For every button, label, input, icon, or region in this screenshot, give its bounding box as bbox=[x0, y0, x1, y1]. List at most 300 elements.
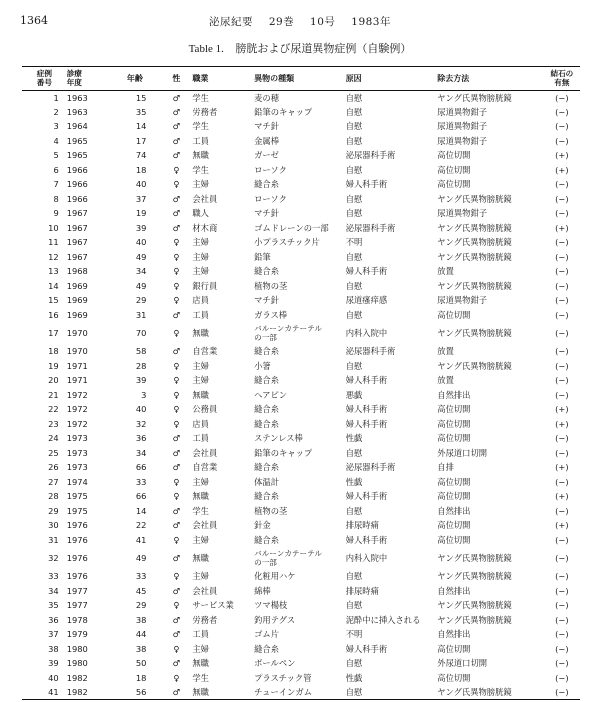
occupation-cell: 学生 bbox=[192, 92, 209, 103]
table-row bbox=[22, 308, 580, 323]
foreign-object-cell: 麦の穂 bbox=[254, 92, 280, 103]
patient-age-cell: 36 bbox=[135, 433, 147, 444]
case-number-cell: 41 bbox=[48, 687, 59, 697]
patient-sex-cell: ♀ bbox=[173, 600, 180, 611]
removal-method-cell: 高位切開 bbox=[437, 491, 471, 502]
case-number-cell: 37 bbox=[48, 629, 59, 640]
cause-cell: 婦人科手術 bbox=[345, 375, 388, 386]
foreign-object-cell: 釣用テグス bbox=[254, 614, 296, 625]
patient-sex-cell: ♀ bbox=[173, 476, 180, 487]
cause-cell: 自慰 bbox=[345, 447, 363, 458]
header-case-no: 症例 番号 bbox=[36, 69, 52, 87]
stone-presence-cell: (−) bbox=[555, 266, 569, 277]
patient-age-cell: 17 bbox=[135, 135, 147, 146]
occupation-cell: 無職 bbox=[192, 389, 209, 400]
removal-method-cell: 高位切開 bbox=[437, 404, 471, 415]
header-occupation: 職業 bbox=[192, 73, 209, 83]
case-year-cell: 1969 bbox=[66, 295, 88, 306]
foreign-object-cell: ツマ楊枝 bbox=[254, 600, 288, 611]
patient-sex-cell: ♂ bbox=[172, 614, 181, 625]
stone-presence-cell: (+) bbox=[555, 462, 569, 473]
case-year-cell: 1963 bbox=[66, 92, 88, 103]
patient-sex-cell: ♂ bbox=[172, 346, 181, 357]
foreign-object-cell: 縫合糸 bbox=[254, 266, 280, 277]
table-row bbox=[22, 598, 580, 613]
patient-age-cell: 33 bbox=[135, 476, 147, 487]
foreign-object-cell: 縫合糸 bbox=[254, 418, 280, 429]
table-row bbox=[22, 235, 580, 250]
stone-presence-cell: (+) bbox=[555, 491, 569, 502]
stone-presence-cell: (−) bbox=[555, 251, 569, 262]
removal-method-cell: ヤング氏異物膀胱鏡 bbox=[437, 280, 512, 291]
cause-cell: 自慰 bbox=[345, 658, 363, 669]
stone-presence-cell: (−) bbox=[555, 643, 569, 654]
occupation-cell: 会社員 bbox=[192, 520, 218, 531]
case-year-cell: 1975 bbox=[66, 505, 88, 516]
stone-presence-cell: (−) bbox=[555, 433, 569, 444]
patient-age-cell: 34 bbox=[135, 266, 147, 277]
occupation-cell: 無職 bbox=[192, 553, 209, 563]
occupation-cell: 主婦 bbox=[192, 251, 209, 262]
table-row bbox=[22, 250, 580, 265]
occupation-cell: 自営業 bbox=[192, 346, 218, 357]
patient-sex-cell: ♀ bbox=[173, 375, 180, 386]
foreign-object-cell: 縫合糸 bbox=[254, 534, 280, 545]
header-year: 診療 年度 bbox=[66, 69, 82, 87]
foreign-object-cell: 小プラスチック片 bbox=[254, 237, 320, 248]
case-year-cell: 1978 bbox=[66, 614, 88, 625]
patient-age-cell: 70 bbox=[135, 328, 147, 338]
case-number-cell: 18 bbox=[48, 346, 59, 357]
stone-presence-cell: (−) bbox=[555, 585, 569, 596]
table-row bbox=[22, 533, 580, 548]
header-age: 年齢 bbox=[126, 73, 143, 83]
removal-method-cell: 外尿道口切開 bbox=[437, 658, 488, 669]
table-row bbox=[22, 627, 580, 642]
case-year-cell: 1972 bbox=[66, 418, 88, 429]
case-number-cell: 38 bbox=[48, 643, 59, 654]
table-row bbox=[22, 417, 580, 432]
foreign-object-cell: 縫合糸 bbox=[254, 462, 280, 473]
stone-presence-cell: (−) bbox=[555, 295, 569, 306]
removal-method-cell: 尿道異物鉗子 bbox=[437, 295, 488, 306]
header-cause: 原因 bbox=[345, 73, 362, 83]
cause-cell: 婦人科手術 bbox=[345, 404, 388, 415]
stone-presence-cell: (+) bbox=[555, 520, 569, 531]
case-year-cell: 1963 bbox=[66, 106, 88, 117]
removal-method-cell: 高位切開 bbox=[437, 534, 471, 545]
cause-cell: 泥酔中に挿入される bbox=[345, 614, 421, 625]
table-row bbox=[22, 518, 580, 533]
patient-age-cell: 39 bbox=[135, 375, 147, 386]
table-caption bbox=[0, 40, 600, 56]
occupation-cell: 銀行員 bbox=[192, 280, 218, 291]
case-year-cell: 1965 bbox=[66, 150, 88, 161]
occupation-cell: 店員 bbox=[192, 418, 209, 429]
removal-method-cell: 自然排出 bbox=[437, 505, 471, 516]
patient-age-cell: 49 bbox=[135, 553, 147, 563]
patient-age-cell: 14 bbox=[135, 505, 147, 516]
stone-presence-cell: (+) bbox=[555, 418, 569, 429]
foreign-object-cell: 植物の茎 bbox=[254, 505, 288, 516]
case-number-cell: 25 bbox=[48, 447, 59, 458]
occupation-cell: 公務員 bbox=[192, 404, 218, 415]
table-row bbox=[22, 163, 580, 178]
case-number-cell: 22 bbox=[48, 404, 59, 415]
foreign-object-cell: 小箸 bbox=[254, 360, 271, 371]
foreign-object-cell: 体温計 bbox=[254, 476, 280, 487]
occupation-cell: 主婦 bbox=[192, 360, 209, 371]
case-number-cell: 4 bbox=[53, 135, 59, 146]
case-number-cell: 8 bbox=[53, 193, 59, 204]
patient-sex-cell: ♂ bbox=[172, 309, 181, 320]
case-year-cell: 1976 bbox=[66, 534, 88, 545]
journal-name: 泌尿紀要 bbox=[208, 16, 253, 28]
removal-method-cell: ヤング氏異物膀胱鏡 bbox=[437, 553, 512, 563]
occupation-cell: 工員 bbox=[192, 309, 209, 320]
occupation-cell: 店員 bbox=[192, 295, 209, 306]
patient-sex-cell: ♂ bbox=[172, 520, 181, 531]
foreign-object-cell: 縫合糸 bbox=[254, 346, 280, 357]
patient-sex-cell: ♀ bbox=[173, 328, 180, 338]
foreign-object-cell: マチ針 bbox=[254, 121, 280, 132]
cause-cell: 自慰 bbox=[345, 106, 363, 117]
table-row bbox=[22, 656, 580, 671]
removal-method-cell: 高位切開 bbox=[437, 476, 471, 487]
cause-cell: 自慰 bbox=[345, 360, 363, 371]
patient-sex-cell: ♂ bbox=[172, 462, 181, 473]
case-number-cell: 28 bbox=[48, 491, 59, 502]
occupation-cell: 工員 bbox=[192, 135, 209, 146]
case-number-cell: 36 bbox=[48, 614, 59, 625]
cause-cell: 内科入院中 bbox=[345, 328, 388, 338]
patient-sex-cell: ♂ bbox=[172, 447, 181, 458]
case-year-cell: 1973 bbox=[66, 447, 88, 458]
removal-method-cell: 高位切開 bbox=[437, 643, 471, 654]
occupation-cell: 主婦 bbox=[192, 375, 209, 386]
occupation-cell: 工員 bbox=[192, 629, 209, 640]
occupation-cell: 会社員 bbox=[192, 447, 218, 458]
removal-method-cell: 高位切開 bbox=[437, 433, 471, 444]
patient-age-cell: 56 bbox=[135, 687, 147, 697]
case-year-cell: 1971 bbox=[66, 375, 88, 386]
removal-method-cell: 尿道異物鉗子 bbox=[437, 121, 488, 132]
table-row bbox=[22, 90, 580, 105]
removal-method-cell: 自然排出 bbox=[437, 629, 471, 640]
case-year-cell: 1982 bbox=[66, 687, 88, 697]
case-number-cell: 30 bbox=[48, 520, 59, 531]
table-row bbox=[22, 642, 580, 657]
foreign-object-cell: プラスチック管 bbox=[254, 672, 312, 683]
case-year-cell: 1970 bbox=[66, 328, 88, 338]
stone-presence-cell: (−) bbox=[555, 360, 569, 371]
foreign-object-cell: ヘアピン bbox=[254, 389, 288, 400]
removal-method-cell: ヤング氏異物膀胱鏡 bbox=[437, 92, 512, 103]
foreign-object-cell: ステンレス棒 bbox=[254, 433, 303, 444]
case-year-cell: 1976 bbox=[66, 553, 88, 563]
stone-presence-cell: (−) bbox=[555, 309, 569, 320]
case-number-cell: 6 bbox=[53, 164, 59, 175]
cause-cell: 自慰 bbox=[345, 164, 363, 175]
table-row bbox=[22, 134, 580, 149]
stone-presence-cell: (−) bbox=[555, 553, 569, 563]
patient-age-cell: 66 bbox=[135, 491, 147, 502]
removal-method-cell: ヤング氏異物膀胱鏡 bbox=[437, 600, 512, 611]
case-year-cell: 1973 bbox=[66, 433, 88, 444]
stone-presence-cell: (−) bbox=[555, 600, 569, 611]
foreign-object-cell: 縫合糸 bbox=[254, 375, 280, 386]
foreign-object-cell: バルーンカテーテル の一部 bbox=[254, 324, 322, 342]
patient-sex-cell: ♀ bbox=[173, 643, 180, 654]
removal-method-cell: 高位切開 bbox=[437, 418, 471, 429]
cause-cell: 自慰 bbox=[345, 135, 363, 146]
cause-cell: 婦人科手術 bbox=[345, 266, 388, 277]
foreign-object-cell: ガラス棒 bbox=[254, 309, 288, 320]
occupation-cell: 主婦 bbox=[192, 571, 209, 582]
case-year-cell: 1977 bbox=[66, 585, 88, 596]
cause-cell: 婦人科手術 bbox=[345, 491, 388, 502]
patient-age-cell: 49 bbox=[135, 251, 147, 262]
table-row bbox=[22, 547, 580, 569]
patient-age-cell: 44 bbox=[135, 629, 147, 640]
case-year-cell: 1976 bbox=[66, 571, 88, 582]
foreign-object-cell: 植物の茎 bbox=[254, 280, 288, 291]
patient-age-cell: 32 bbox=[135, 418, 147, 429]
patient-sex-cell: ♂ bbox=[172, 150, 181, 161]
occupation-cell: 工員 bbox=[192, 433, 209, 444]
patient-age-cell: 28 bbox=[135, 360, 147, 371]
patient-sex-cell: ♂ bbox=[172, 222, 181, 233]
case-number-cell: 20 bbox=[48, 375, 59, 386]
table-row bbox=[22, 402, 580, 417]
case-year-cell: 1967 bbox=[66, 208, 88, 219]
foreign-object-cell: 縫合糸 bbox=[254, 491, 280, 502]
removal-method-cell: ヤング氏異物膀胱鏡 bbox=[437, 328, 512, 338]
table-header-row bbox=[22, 67, 580, 91]
foreign-object-cell: 鉛筆のキャップ bbox=[254, 447, 313, 458]
patient-age-cell: 40 bbox=[135, 404, 147, 415]
cause-cell: 排尿時痛 bbox=[345, 585, 379, 596]
cause-cell: 泌尿器科手術 bbox=[345, 222, 396, 233]
removal-method-cell: 尿道異物鉗子 bbox=[437, 106, 488, 117]
header-stone: 結石の 有無 bbox=[550, 69, 574, 87]
patient-sex-cell: ♂ bbox=[172, 193, 181, 204]
cause-cell: 排尿時痛 bbox=[345, 520, 379, 531]
stone-presence-cell: (−) bbox=[555, 193, 569, 204]
patient-sex-cell: ♂ bbox=[172, 121, 181, 132]
patient-age-cell: 29 bbox=[135, 600, 147, 611]
cause-cell: 自慰 bbox=[345, 193, 363, 204]
foreign-object-cell: 金属棒 bbox=[254, 135, 280, 146]
case-number-cell: 40 bbox=[48, 672, 59, 683]
patient-age-cell: 45 bbox=[135, 585, 147, 596]
header-object: 異物の種類 bbox=[254, 73, 295, 83]
case-year-cell: 1973 bbox=[66, 462, 88, 473]
case-number-cell: 1 bbox=[53, 92, 59, 103]
case-number-cell: 9 bbox=[53, 208, 59, 219]
patient-sex-cell: ♂ bbox=[172, 585, 181, 596]
table-row bbox=[22, 446, 580, 461]
patient-age-cell: 29 bbox=[135, 295, 147, 306]
foreign-object-cell: 鉛筆 bbox=[254, 251, 271, 262]
case-year-cell: 1964 bbox=[66, 121, 88, 132]
stone-presence-cell: (−) bbox=[555, 121, 569, 132]
patient-age-cell: 49 bbox=[135, 280, 147, 291]
case-year-cell: 1967 bbox=[66, 237, 88, 248]
case-year-cell: 1966 bbox=[66, 164, 88, 175]
foreign-object-cell: 化粧用ハケ bbox=[254, 571, 296, 582]
patient-sex-cell: ♀ bbox=[173, 251, 180, 262]
table-row bbox=[22, 177, 580, 192]
case-year-cell: 1979 bbox=[66, 629, 88, 640]
page-number: 1364 bbox=[20, 14, 48, 27]
cause-cell: 性戯 bbox=[345, 476, 363, 487]
occupation-cell: 労務者 bbox=[192, 614, 218, 625]
occupation-cell: 無職 bbox=[192, 658, 209, 669]
table-row bbox=[22, 119, 580, 134]
stone-presence-cell: (−) bbox=[555, 571, 569, 582]
foreign-object-cell: マチ針 bbox=[254, 295, 280, 306]
case-number-cell: 19 bbox=[48, 360, 59, 371]
case-number-cell: 3 bbox=[53, 121, 59, 132]
case-year-cell: 1974 bbox=[66, 476, 88, 487]
stone-presence-cell: (−) bbox=[555, 375, 569, 386]
patient-age-cell: 50 bbox=[135, 658, 147, 669]
table-row bbox=[22, 460, 580, 475]
occupation-cell: 学生 bbox=[192, 505, 209, 516]
foreign-object-cell: ガーゼ bbox=[254, 150, 279, 161]
foreign-object-cell: 縫合糸 bbox=[254, 404, 280, 415]
case-number-cell: 39 bbox=[48, 658, 59, 669]
table-row bbox=[22, 148, 580, 163]
patient-sex-cell: ♂ bbox=[172, 135, 181, 146]
patient-sex-cell: ♂ bbox=[172, 553, 181, 563]
case-number-cell: 27 bbox=[48, 476, 59, 487]
patient-age-cell: 38 bbox=[135, 614, 147, 625]
case-year-cell: 1967 bbox=[66, 251, 88, 262]
table-row bbox=[22, 221, 580, 236]
patient-sex-cell: ♂ bbox=[172, 658, 181, 669]
removal-method-cell: 高位切開 bbox=[437, 150, 471, 161]
table-row bbox=[22, 322, 580, 344]
removal-method-cell: ヤング氏異物膀胱鏡 bbox=[437, 614, 512, 625]
stone-presence-cell: (−) bbox=[555, 672, 569, 683]
cause-cell: 尿道瘙痒感 bbox=[345, 295, 388, 306]
table-row bbox=[22, 373, 580, 388]
cause-cell: 内科入院中 bbox=[345, 553, 388, 563]
case-number-cell: 31 bbox=[48, 534, 59, 545]
stone-presence-cell: (−) bbox=[555, 346, 569, 357]
occupation-cell: 学生 bbox=[192, 672, 209, 683]
removal-method-cell: ヤング氏異物膀胱鏡 bbox=[437, 237, 512, 248]
case-year-cell: 1969 bbox=[66, 280, 88, 291]
occupation-cell: 職人 bbox=[192, 208, 209, 219]
case-year-cell: 1972 bbox=[66, 389, 88, 400]
removal-method-cell: ヤング氏異物膀胱鏡 bbox=[437, 360, 512, 371]
patient-age-cell: 33 bbox=[135, 571, 147, 582]
table-row bbox=[22, 293, 580, 308]
stone-presence-cell: (+) bbox=[555, 404, 569, 415]
foreign-object-cell: 鉛筆のキャップ bbox=[254, 106, 313, 117]
case-number-cell: 33 bbox=[48, 571, 59, 582]
cause-cell: 婦人科手術 bbox=[345, 643, 388, 654]
stone-presence-cell: (−) bbox=[555, 614, 569, 625]
cause-cell: 自慰 bbox=[345, 600, 363, 611]
removal-method-cell: ヤング氏異物膀胱鏡 bbox=[437, 222, 512, 233]
removal-method-cell: ヤング氏異物膀胱鏡 bbox=[437, 193, 512, 204]
case-number-cell: 10 bbox=[48, 222, 59, 233]
table-row bbox=[22, 264, 580, 279]
cause-cell: 自慰 bbox=[345, 280, 363, 291]
stone-presence-cell: (−) bbox=[555, 629, 569, 640]
stone-presence-cell: (−) bbox=[555, 447, 569, 458]
removal-method-cell: 放置 bbox=[437, 375, 454, 386]
patient-age-cell: 3 bbox=[141, 389, 147, 400]
running-header bbox=[0, 14, 600, 29]
occupation-cell: 主婦 bbox=[192, 179, 209, 190]
stone-presence-cell: (−) bbox=[555, 92, 569, 103]
table-row bbox=[22, 489, 580, 504]
case-number-cell: 14 bbox=[48, 280, 59, 291]
case-number-cell: 26 bbox=[48, 462, 59, 473]
case-year-cell: 1966 bbox=[66, 193, 88, 204]
patient-sex-cell: ♂ bbox=[172, 505, 181, 516]
occupation-cell: 学生 bbox=[192, 164, 209, 175]
stone-presence-cell: (−) bbox=[555, 658, 569, 669]
case-number-cell: 5 bbox=[53, 150, 59, 161]
removal-method-cell: 自然排出 bbox=[437, 389, 471, 400]
patient-age-cell: 37 bbox=[135, 193, 147, 204]
patient-sex-cell: ♀ bbox=[173, 571, 180, 582]
patient-sex-cell: ♂ bbox=[172, 433, 181, 444]
table-row bbox=[22, 388, 580, 403]
foreign-object-cell: ローソク bbox=[254, 164, 287, 175]
patient-sex-cell: ♀ bbox=[173, 389, 180, 400]
removal-method-cell: 放置 bbox=[437, 346, 454, 357]
stone-presence-cell: (+) bbox=[555, 150, 569, 161]
table-row bbox=[22, 431, 580, 446]
cause-cell: 自慰 bbox=[345, 208, 363, 219]
stone-presence-cell: (−) bbox=[555, 389, 569, 400]
foreign-object-cell: ゴム片 bbox=[254, 629, 280, 640]
cause-cell: 性戯 bbox=[345, 672, 363, 683]
case-number-cell: 17 bbox=[48, 328, 59, 338]
patient-age-cell: 18 bbox=[135, 164, 147, 175]
foreign-object-cell: チューインガム bbox=[254, 687, 312, 697]
header-removal: 除去方法 bbox=[437, 73, 470, 83]
journal-volume: 29巻 bbox=[268, 16, 295, 28]
case-year-cell: 1967 bbox=[66, 222, 88, 233]
case-number-cell: 15 bbox=[48, 295, 59, 306]
case-year-cell: 1966 bbox=[66, 179, 88, 190]
stone-presence-cell: (−) bbox=[555, 179, 569, 190]
removal-method-cell: ヤング氏異物膀胱鏡 bbox=[437, 251, 512, 262]
patient-sex-cell: ♀ bbox=[173, 179, 180, 190]
foreign-object-cell: マチ針 bbox=[254, 208, 280, 219]
removal-method-cell: 放置 bbox=[437, 266, 454, 277]
patient-sex-cell: ♀ bbox=[173, 491, 180, 502]
journal-year: 1983年 bbox=[351, 16, 391, 28]
cause-cell: 悪戯 bbox=[345, 389, 363, 400]
occupation-cell: 無職 bbox=[192, 328, 209, 338]
table-row bbox=[22, 504, 580, 519]
cause-cell: 婦人科手術 bbox=[345, 179, 388, 190]
table-row bbox=[22, 613, 580, 628]
case-year-cell: 1982 bbox=[66, 672, 88, 683]
header-sex: 性 bbox=[172, 73, 181, 83]
case-number-cell: 34 bbox=[48, 585, 59, 596]
patient-age-cell: 14 bbox=[135, 121, 147, 132]
